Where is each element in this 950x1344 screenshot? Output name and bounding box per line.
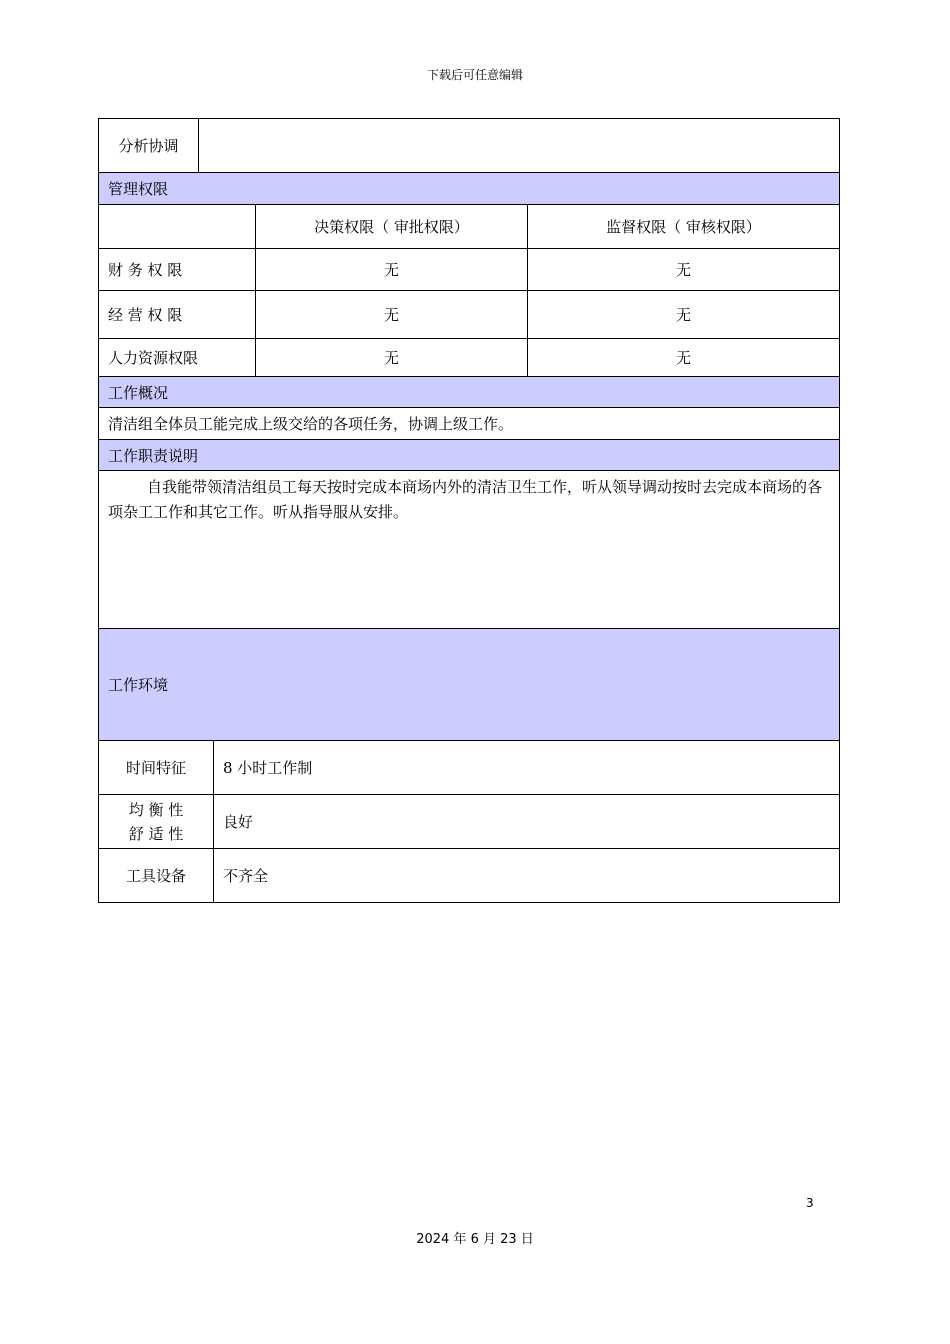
authority-header-row (99, 205, 840, 249)
authority-row-label: 财 务 权 限 (99, 249, 256, 291)
page-number: 3 (806, 1196, 814, 1210)
authority-row-label: 经 营 权 限 (99, 291, 256, 339)
balance-label: 均 衡 性 (128, 800, 184, 819)
coordination-label: 分析协调 (99, 119, 199, 173)
authority-row (99, 291, 840, 339)
environment-row-label: 时间特征 (99, 741, 214, 795)
supervision-value: 无 (528, 291, 840, 339)
duties-cell (99, 471, 840, 629)
decision-value: 无 (256, 291, 528, 339)
comfort-label: 舒 适 性 (128, 824, 184, 843)
coordination-value (199, 119, 840, 173)
authority-row (99, 249, 840, 291)
environment-row-label: 工具设备 (99, 849, 214, 903)
authority-row-label: 人力资源权限 (99, 339, 256, 377)
footer-date: 2024 年 6 月 23 日 (416, 1232, 534, 1247)
coordination-row (99, 119, 840, 173)
header-note: 下载后可任意编辑 (426, 68, 523, 82)
section-environment: 工作环境 (99, 629, 840, 741)
job-description-table (98, 118, 840, 903)
supervision-value: 无 (528, 339, 840, 377)
section-authority: 管理权限 (99, 173, 840, 205)
col-decision-header: 决策权限（ 审批权限） (256, 205, 528, 249)
authority-corner-cell (99, 205, 256, 249)
environment-row (99, 849, 840, 903)
section-duties: 工作职责说明 (99, 440, 840, 471)
col-supervision-header: 监督权限（ 审核权限） (528, 205, 840, 249)
environment-row-label (99, 795, 214, 849)
section-overview: 工作概况 (99, 377, 840, 408)
environment-row (99, 795, 840, 849)
environment-row (99, 741, 840, 795)
environment-row-value: 良好 (214, 795, 840, 849)
decision-value: 无 (256, 249, 528, 291)
overview-text: 清洁组全体员工能完成上级交给的各项任务，协调上级工作。 (99, 408, 840, 440)
environment-row-value: 8 小时工作制 (214, 741, 840, 795)
authority-row (99, 339, 840, 377)
decision-value: 无 (256, 339, 528, 377)
supervision-value: 无 (528, 249, 840, 291)
duties-text: 自我能带领清洁组员工每天按时完成本商场内外的清洁卫生工作，听从领导调动按时去完成本商场的各项杂工工作和其它工作。听从指导服从安排。 (108, 478, 823, 521)
environment-row-value: 不齐全 (214, 849, 840, 903)
